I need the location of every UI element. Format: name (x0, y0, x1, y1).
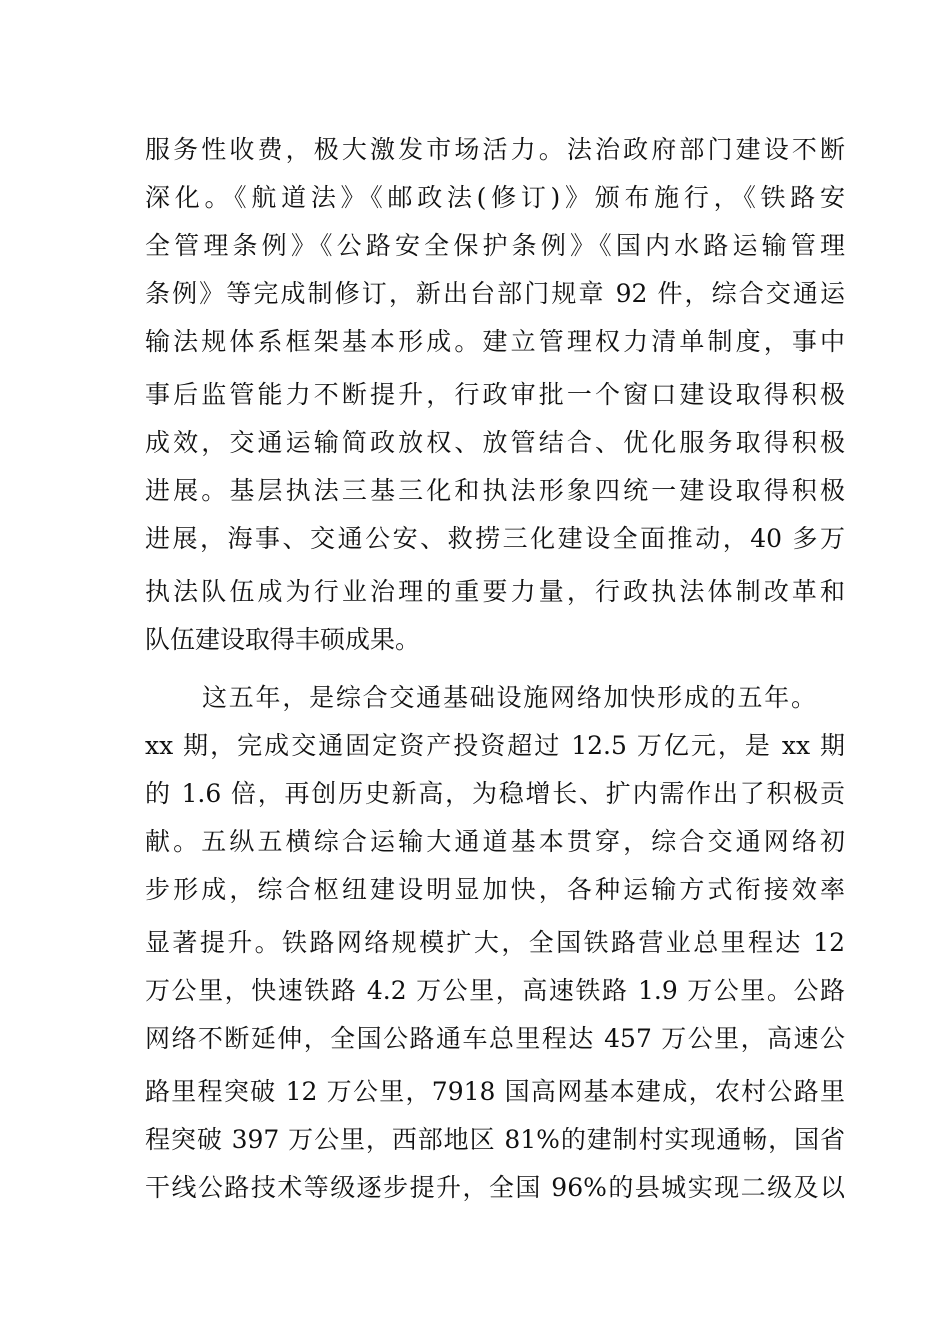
text-line-first: 这五年，是综合交通基础设施网络加快形成的五年。 (202, 683, 816, 712)
text-line: 服务性收费，极大激发市场活力。法治政府部门建设不断 (145, 135, 845, 164)
text-line: 程突破 397 万公里，西部地区 81%的建制村实现通畅，国省 (145, 1125, 845, 1154)
text-line: 条例》等完成制修订，新出台部门规章 92 件，综合交通运 (145, 279, 845, 308)
text-line: 的 1.6 倍，再创历史新高，为稳增长、扩内需作出了积极贡 (145, 779, 845, 808)
text-line: 干线公路技术等级逐步提升，全国 96%的县城实现二级及以 (145, 1173, 845, 1202)
text-line: 深化。《航道法》《邮政法(修订)》颁布施行，《铁路安 (145, 183, 845, 212)
text-line: 全管理条例》《公路安全保护条例》《国内水路运输管理 (145, 231, 845, 260)
text-line: 万公里，快速铁路 4.2 万公里，高速铁路 1.9 万公里。公路 (145, 976, 845, 1005)
text-line: 输法规体系框架基本形成。建立管理权力清单制度，事中 (145, 327, 845, 356)
text-line: 献。五纵五横综合运输大通道基本贯穿，综合交通网络初 (145, 827, 845, 856)
text-line: xx 期，完成交通固定资产投资超过 12.5 万亿元，是 xx 期 (145, 731, 845, 760)
text-line: 事后监管能力不断提升，行政审批一个窗口建设取得积极 (145, 380, 845, 409)
text-line: 队伍建设取得丰硕成果。 (145, 625, 421, 654)
text-line: 网络不断延伸，全国公路通车总里程达 457 万公里，高速公 (145, 1024, 845, 1053)
text-line: 进展。基层执法三基三化和执法形象四统一建设取得积极 (145, 476, 845, 505)
text-line: 成效，交通运输简政放权、放管结合、优化服务取得积极 (145, 428, 845, 457)
text-line: 显著提升。铁路网络规模扩大，全国铁路营业总里程达 12 (145, 928, 845, 957)
text-line: 执法队伍成为行业治理的重要力量，行政执法体制改革和 (145, 577, 845, 606)
text-line: 步形成，综合枢纽建设明显加快，各种运输方式衔接效率 (145, 875, 845, 904)
text-line: 路里程突破 12 万公里，7918 国高网基本建成，农村公路里 (145, 1077, 845, 1106)
text-line: 进展，海事、交通公安、救捞三化建设全面推动，40 多万 (145, 524, 845, 553)
